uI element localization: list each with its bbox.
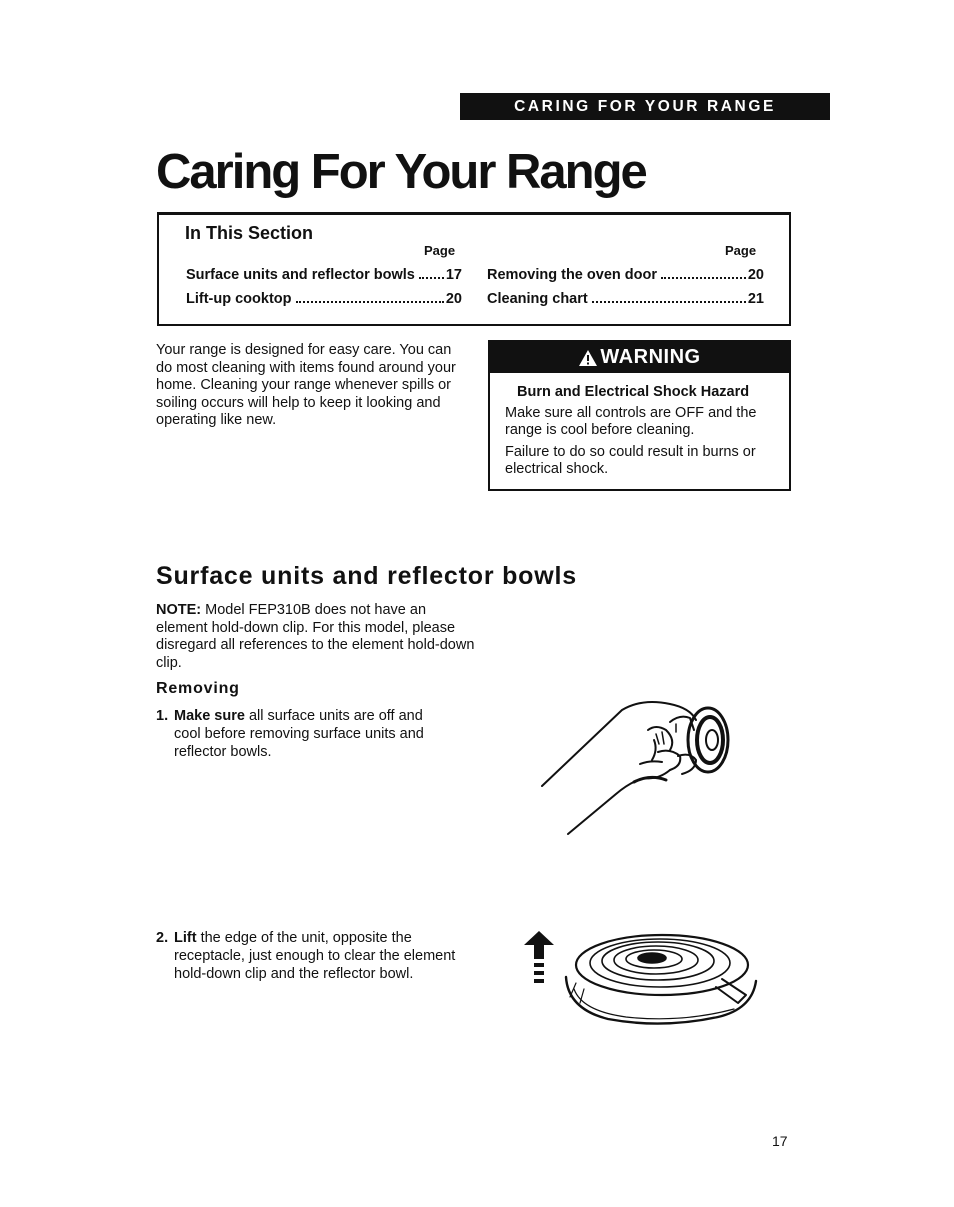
removing-subheading: Removing (156, 680, 240, 697)
toc-item-removing-oven-door[interactable] (487, 266, 764, 284)
intro-paragraph: Your range is designed for easy care. You can do most cleaning with items found around your home. Cleaning your range whenever spills or soiling occurs will help to keep it looking and operating like new. (156, 342, 456, 429)
toc-leader (661, 277, 746, 279)
toc-item-page: 17 (445, 267, 462, 283)
in-this-section-heading: In This Section (185, 223, 314, 243)
step-rest: all surface units are off and cool before removing surface units and reflector bowls. (174, 708, 424, 760)
toc-item-lift-up-cooktop[interactable] (186, 290, 462, 308)
step-lead: Lift (174, 930, 197, 946)
up-arrow-icon (524, 931, 554, 959)
warning-hazard-title: Burn and Electrical Shock Hazard (517, 384, 750, 400)
section-title: Surface units and reflector bowls (156, 562, 577, 590)
page-title: Caring For Your Range (156, 145, 646, 199)
note-text: Model FEP310B does not have an element hold-down clip. For this model, please disregard all references to the element hold-down clip. (156, 602, 475, 671)
step-1 (156, 707, 448, 761)
toc-item-page: 21 (747, 291, 764, 307)
toc-item-title: Lift-up cooktop (186, 291, 292, 307)
warning-banner (490, 342, 789, 373)
toc-item-surface-units[interactable] (186, 266, 462, 284)
toc-leader (419, 277, 444, 279)
step-number: 2. (156, 930, 169, 946)
step-2 (156, 929, 456, 983)
step-text (174, 929, 456, 983)
toc-page-label-left: Page (424, 243, 456, 258)
step-text (174, 707, 448, 761)
note-label: NOTE: (156, 602, 202, 618)
step-rest: the edge of the unit, opposite the receptacle, just enough to clear the element hold-down clip and the reflector bowl. (174, 930, 456, 982)
warning-text-1: Make sure all controls are OFF and the range is cool before cleaning. (505, 405, 757, 438)
warning-label: WARNING (600, 346, 701, 368)
toc-item-cleaning-chart[interactable] (487, 290, 764, 308)
surface-unit-lift-illustration (522, 925, 762, 1035)
page-number: 17 (772, 1133, 788, 1149)
section-header-banner: CARING FOR YOUR RANGE (460, 93, 830, 120)
toc-item-title: Cleaning chart (487, 291, 588, 307)
step-lead: Make sure (174, 708, 245, 724)
note-paragraph (156, 602, 476, 672)
step-number: 1. (156, 708, 169, 724)
warning-text-2: Failure to do so could result in burns or electrical shock. (505, 444, 756, 477)
hand-on-control-knob-illustration (530, 690, 745, 850)
toc-item-page: 20 (445, 291, 462, 307)
toc-leader (296, 301, 444, 303)
toc-item-title: Removing the oven door (487, 267, 657, 283)
toc-leader (592, 301, 746, 303)
toc-page-label-right: Page (725, 243, 757, 258)
toc-item-page: 20 (747, 267, 764, 283)
toc-item-title: Surface units and reflector bowls (186, 267, 415, 283)
warning-triangle-icon (578, 349, 598, 367)
